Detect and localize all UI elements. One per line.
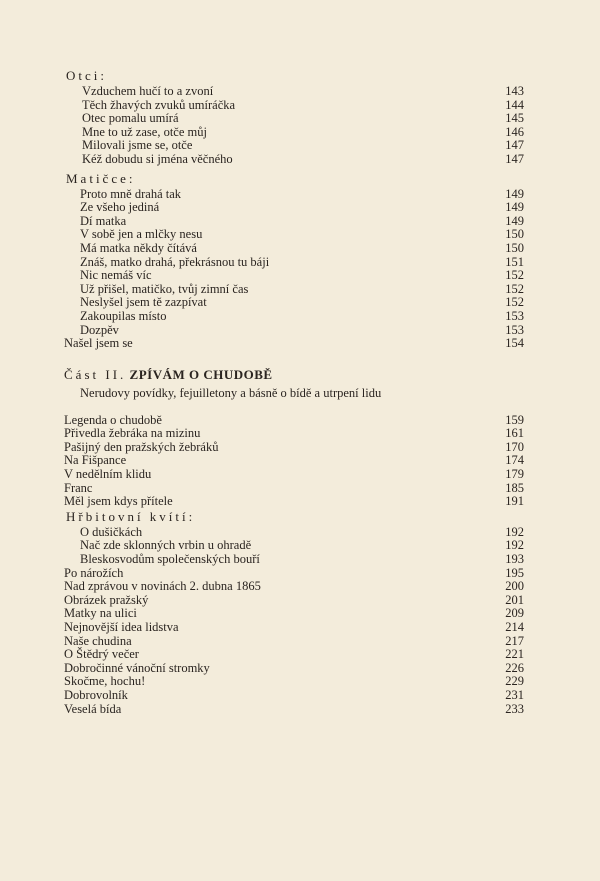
entry-page: 217 — [505, 633, 524, 648]
entry-title: Nejnovější idea lidstva — [64, 620, 179, 634]
entry-title: Obrázek pražský — [64, 592, 149, 607]
entry-page: 209 — [505, 606, 524, 621]
entry-title: Skočme, hochu! — [64, 674, 146, 689]
entry-page: 146 — [505, 124, 524, 139]
entry-page: 154 — [505, 336, 524, 351]
matice-entries — [64, 188, 524, 338]
entry-title: Po nárožích — [64, 565, 124, 580]
part-heading — [64, 367, 524, 383]
toc-entry — [64, 580, 524, 594]
entry-page: 147 — [505, 151, 524, 166]
entry-page: 229 — [505, 674, 524, 689]
toc-entry — [80, 188, 524, 202]
toc-entry — [64, 468, 524, 482]
entry-title: Mne to už zase, otče můj — [82, 124, 207, 139]
entry-title: Neslyšel jsem tě zazpívat — [80, 295, 207, 310]
entry-page: 149 — [505, 186, 524, 201]
entry-title: Dobročinné vánoční stromky — [64, 660, 210, 675]
toc-entry — [80, 269, 524, 283]
toc-entry — [80, 201, 524, 215]
entry-title: Otec pomalu umírá — [82, 111, 179, 126]
toc-entry — [82, 99, 524, 113]
entry-page: 144 — [505, 97, 524, 112]
entry-page: 150 — [505, 227, 524, 242]
entry-title: Bleskosvodům společenských bouří — [80, 552, 260, 567]
toc-entry — [80, 539, 524, 553]
part2-entries — [64, 414, 524, 509]
entry-page: 150 — [505, 240, 524, 255]
toc-entry — [80, 283, 524, 297]
table-of-contents — [64, 68, 524, 716]
entry-title: V nedělním klidu — [64, 467, 152, 482]
toc-entry — [80, 215, 524, 229]
toc-entry — [64, 441, 524, 455]
entry-page: 174 — [505, 453, 524, 468]
entry-title: Ze všeho jediná — [80, 200, 160, 215]
entry-page: 185 — [505, 480, 524, 495]
entry-title: O dušičkách — [80, 524, 143, 539]
entry-page: 161 — [505, 426, 524, 441]
entry-page: 159 — [505, 412, 524, 427]
entry-page: 152 — [505, 268, 524, 283]
entry-title: Našel jsem se — [64, 336, 133, 351]
entry-title: Kéž dobudu si jména věčného — [82, 151, 233, 166]
toc-entry — [64, 648, 524, 662]
entry-page: 153 — [505, 308, 524, 323]
toc-entry — [64, 495, 524, 509]
entry-page: 149 — [505, 213, 524, 228]
entry-title: Franc — [64, 480, 93, 495]
toc-entry — [64, 427, 524, 441]
entry-title: V sobě jen a mlčky nesu — [80, 227, 203, 242]
entry-page: 192 — [505, 524, 524, 539]
entry-page: 233 — [505, 701, 524, 716]
toc-entry — [64, 703, 524, 717]
entry-page: 170 — [505, 439, 524, 454]
toc-entry — [82, 112, 524, 126]
toc-entry — [64, 689, 524, 703]
toc-entry — [64, 482, 524, 496]
entry-title: Dí matka — [80, 213, 127, 228]
entry-title: Už přišel, matičko, tvůj zimní čas — [80, 281, 249, 296]
toc-entry — [80, 310, 524, 324]
entry-title: Na Fišpance — [64, 453, 127, 468]
entry-page: 151 — [505, 254, 524, 269]
toc-entry — [82, 126, 524, 140]
entry-title: Naše chudina — [64, 633, 132, 648]
toc-entry — [80, 526, 524, 540]
toc-entry — [80, 553, 524, 567]
toc-entry — [80, 296, 524, 310]
entry-page: 152 — [505, 281, 524, 296]
toc-entry — [80, 256, 524, 270]
entry-page: 179 — [505, 467, 524, 482]
entry-title: Těch žhavých zvuků umíráčka — [82, 97, 236, 112]
entry-title: Dobrovolník — [64, 687, 128, 702]
entry-title: Pašijný den pražských žebráků — [64, 439, 219, 454]
part-subtitle: Nerudovy povídky, fejuilletony a básně o bídě a utrpení lidu — [80, 385, 382, 400]
entry-page: 152 — [505, 295, 524, 310]
hrbitovni-entries — [64, 526, 524, 567]
entry-page: 191 — [505, 494, 524, 509]
toc-entry — [82, 85, 524, 99]
entry-page: 145 — [505, 111, 524, 126]
entry-title: Znáš, matko drahá, překrásnou tu báji — [80, 254, 270, 269]
part-label: Část II. — [64, 366, 127, 382]
section-heading-matice: Matičce: — [66, 170, 136, 186]
toc-entry — [64, 662, 524, 676]
rest-entries — [64, 567, 524, 717]
entry-page: 192 — [505, 538, 524, 553]
toc-entry — [64, 621, 524, 635]
entry-page: 195 — [505, 565, 524, 580]
entry-title: Milovali jsme se, otče — [82, 138, 193, 153]
entry-title: Přivedla žebráka na mizinu — [64, 426, 201, 441]
entry-title: Nač zde sklonných vrbin u ohradě — [80, 538, 252, 553]
entry-title: O Štědrý večer — [64, 647, 139, 662]
entry-page: 226 — [505, 660, 524, 675]
toc-entry — [64, 594, 524, 608]
toc-entry — [64, 635, 524, 649]
entry-title: Nad zprávou v novinách 2. dubna 1865 — [64, 579, 261, 594]
toc-entry — [64, 567, 524, 581]
part-title: ZPÍVÁM O CHUDOBĚ — [129, 366, 273, 382]
entry-title: Legenda o chudobě — [64, 412, 162, 427]
entry-page: 147 — [505, 138, 524, 153]
entry-title: Proto mně drahá tak — [80, 186, 182, 201]
entry-title: Má matka někdy čítává — [80, 240, 197, 255]
toc-entry — [82, 153, 524, 167]
toc-entry — [64, 675, 524, 689]
entry-page: 231 — [505, 687, 524, 702]
entry-title: Dozpěv — [80, 322, 119, 337]
otci-entries — [64, 85, 524, 167]
entry-page: 214 — [505, 620, 524, 634]
section-heading-otci: Otci: — [66, 68, 107, 83]
entry-title: Matky na ulici — [64, 606, 137, 621]
entry-page: 153 — [505, 322, 524, 337]
toc-entry — [82, 139, 524, 153]
entry-page: 193 — [505, 552, 524, 567]
section-heading-hrbitovni: Hřbitovní kvítí: — [66, 508, 196, 524]
entry-page: 221 — [505, 647, 524, 662]
entry-page: 143 — [505, 84, 524, 98]
toc-entry — [64, 337, 524, 351]
toc-entry — [64, 607, 524, 621]
entry-title: Veselá bída — [64, 701, 122, 716]
entry-title: Měl jsem kdys přítele — [64, 494, 173, 509]
toc-entry — [64, 454, 524, 468]
entry-title: Vzduchem hučí to a zvoní — [82, 84, 214, 98]
entry-page: 149 — [505, 200, 524, 215]
toc-entry — [64, 414, 524, 428]
entry-title: Zakoupilas místo — [80, 308, 167, 323]
toc-entry — [80, 242, 524, 256]
entry-page: 200 — [505, 579, 524, 594]
toc-entry — [80, 324, 524, 338]
entry-page: 201 — [505, 592, 524, 607]
entry-title: Nic nemáš víc — [80, 268, 152, 283]
toc-entry — [80, 228, 524, 242]
